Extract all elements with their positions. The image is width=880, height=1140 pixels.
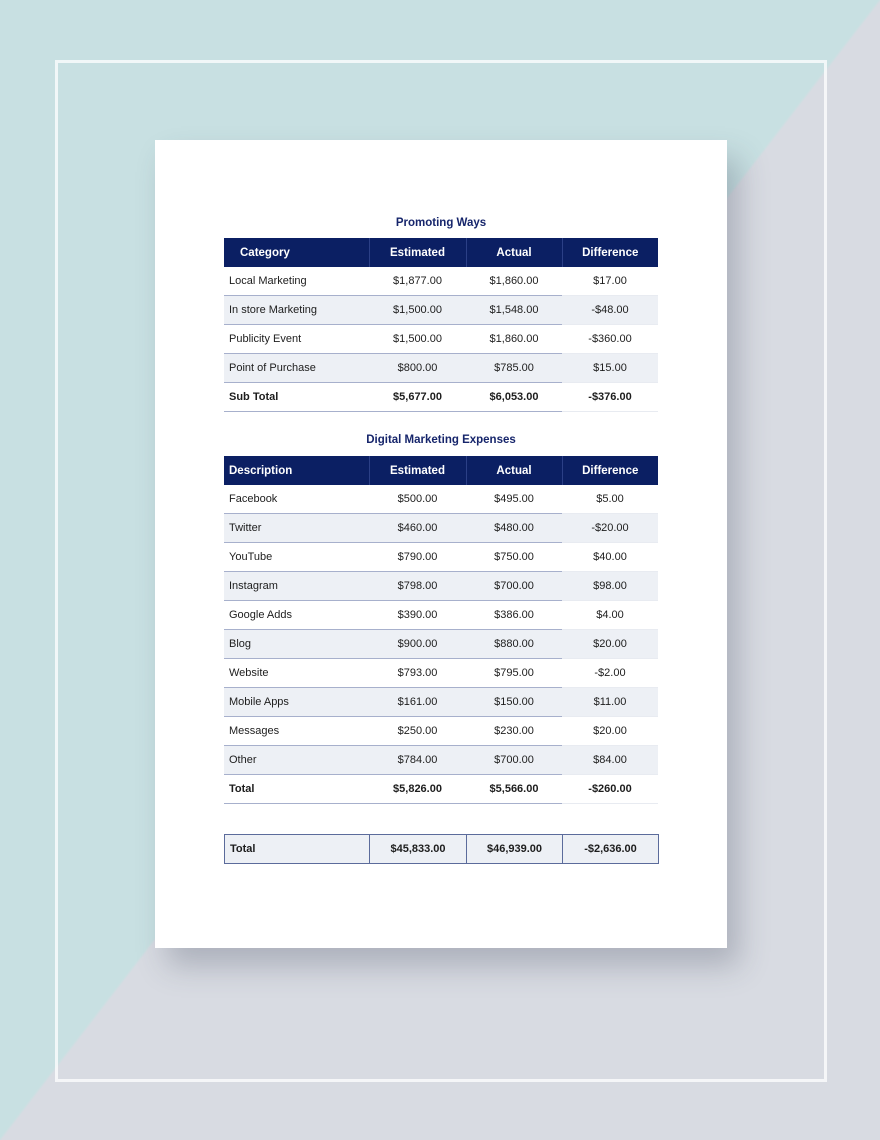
- subtotal-row: [224, 383, 658, 412]
- table-row: [224, 514, 658, 543]
- description-cell: Blog: [224, 630, 369, 659]
- grand-total-row: [225, 835, 659, 864]
- estimated-cell: $784.00: [369, 746, 466, 775]
- actual-cell: $795.00: [466, 659, 562, 688]
- category-cell: Local Marketing: [224, 267, 369, 296]
- col-header-estimated: Estimated: [369, 456, 466, 485]
- estimated-cell: $500.00: [369, 485, 466, 514]
- category-cell: Point of Purchase: [224, 354, 369, 383]
- col-header-difference: Difference: [562, 456, 658, 485]
- difference-cell: $17.00: [562, 267, 658, 296]
- subtotal-actual: $6,053.00: [466, 383, 562, 412]
- estimated-cell: $1,500.00: [369, 296, 466, 325]
- document-page: [155, 140, 727, 948]
- digital-marketing-table: [224, 456, 658, 804]
- actual-cell: $495.00: [466, 485, 562, 514]
- estimated-cell: $793.00: [369, 659, 466, 688]
- header-row: [224, 238, 658, 267]
- difference-cell: $15.00: [562, 354, 658, 383]
- difference-cell: $98.00: [562, 572, 658, 601]
- estimated-cell: $800.00: [369, 354, 466, 383]
- estimated-cell: $390.00: [369, 601, 466, 630]
- table-row: [224, 717, 658, 746]
- difference-cell: $20.00: [562, 717, 658, 746]
- description-cell: Facebook: [224, 485, 369, 514]
- actual-cell: $230.00: [466, 717, 562, 746]
- actual-cell: $1,860.00: [466, 267, 562, 296]
- grand-total-actual: $46,939.00: [467, 835, 563, 864]
- actual-cell: $480.00: [466, 514, 562, 543]
- actual-cell: $700.00: [466, 572, 562, 601]
- total-difference: -$260.00: [562, 775, 658, 804]
- difference-cell: $5.00: [562, 485, 658, 514]
- estimated-cell: $790.00: [369, 543, 466, 572]
- table-row: [224, 601, 658, 630]
- grand-total-label: Total: [225, 835, 370, 864]
- estimated-cell: $1,500.00: [369, 325, 466, 354]
- difference-cell: -$20.00: [562, 514, 658, 543]
- subtotal-difference: -$376.00: [562, 383, 658, 412]
- estimated-cell: $900.00: [369, 630, 466, 659]
- description-cell: YouTube: [224, 543, 369, 572]
- col-header-actual: Actual: [466, 238, 562, 267]
- description-cell: Other: [224, 746, 369, 775]
- description-cell: Instagram: [224, 572, 369, 601]
- difference-cell: $40.00: [562, 543, 658, 572]
- estimated-cell: $250.00: [369, 717, 466, 746]
- difference-cell: $4.00: [562, 601, 658, 630]
- estimated-cell: $460.00: [369, 514, 466, 543]
- actual-cell: $700.00: [466, 746, 562, 775]
- actual-cell: $1,860.00: [466, 325, 562, 354]
- col-header-category: Category: [224, 238, 369, 267]
- table-row: [224, 659, 658, 688]
- difference-cell: $11.00: [562, 688, 658, 717]
- subtotal-estimated: $5,677.00: [369, 383, 466, 412]
- col-header-description: Description: [224, 456, 369, 485]
- estimated-cell: $798.00: [369, 572, 466, 601]
- grand-total-estimated: $45,833.00: [370, 835, 467, 864]
- grand-total-table: [224, 834, 659, 864]
- description-cell: Messages: [224, 717, 369, 746]
- description-cell: Mobile Apps: [224, 688, 369, 717]
- grand-total-difference: -$2,636.00: [563, 835, 659, 864]
- category-cell: Publicity Event: [224, 325, 369, 354]
- table-row: [224, 543, 658, 572]
- table-row: [224, 325, 658, 354]
- table-row: [224, 746, 658, 775]
- difference-cell: -$48.00: [562, 296, 658, 325]
- description-cell: Twitter: [224, 514, 369, 543]
- total-actual: $5,566.00: [466, 775, 562, 804]
- col-header-actual: Actual: [466, 456, 562, 485]
- actual-cell: $1,548.00: [466, 296, 562, 325]
- estimated-cell: $1,877.00: [369, 267, 466, 296]
- difference-cell: $20.00: [562, 630, 658, 659]
- table-row: [224, 630, 658, 659]
- table-row: [224, 354, 658, 383]
- table-row: [224, 572, 658, 601]
- table-row: [224, 296, 658, 325]
- table-row: [224, 688, 658, 717]
- col-header-estimated: Estimated: [369, 238, 466, 267]
- difference-cell: -$360.00: [562, 325, 658, 354]
- header-row: [224, 456, 658, 485]
- actual-cell: $880.00: [466, 630, 562, 659]
- estimated-cell: $161.00: [369, 688, 466, 717]
- category-cell: In store Marketing: [224, 296, 369, 325]
- difference-cell: -$2.00: [562, 659, 658, 688]
- description-cell: Google Adds: [224, 601, 369, 630]
- subtotal-label: Sub Total: [224, 383, 369, 412]
- col-header-difference: Difference: [562, 238, 658, 267]
- total-row: [224, 775, 658, 804]
- promoting-ways-title: Promoting Ways: [395, 217, 487, 229]
- digital-marketing-title: Digital Marketing Expenses: [366, 434, 516, 446]
- actual-cell: $785.00: [466, 354, 562, 383]
- actual-cell: $150.00: [466, 688, 562, 717]
- total-estimated: $5,826.00: [369, 775, 466, 804]
- actual-cell: $750.00: [466, 543, 562, 572]
- promoting-ways-table: [224, 238, 658, 412]
- difference-cell: $84.00: [562, 746, 658, 775]
- total-label: Total: [224, 775, 369, 804]
- actual-cell: $386.00: [466, 601, 562, 630]
- description-cell: Website: [224, 659, 369, 688]
- table-row: [224, 485, 658, 514]
- table-row: [224, 267, 658, 296]
